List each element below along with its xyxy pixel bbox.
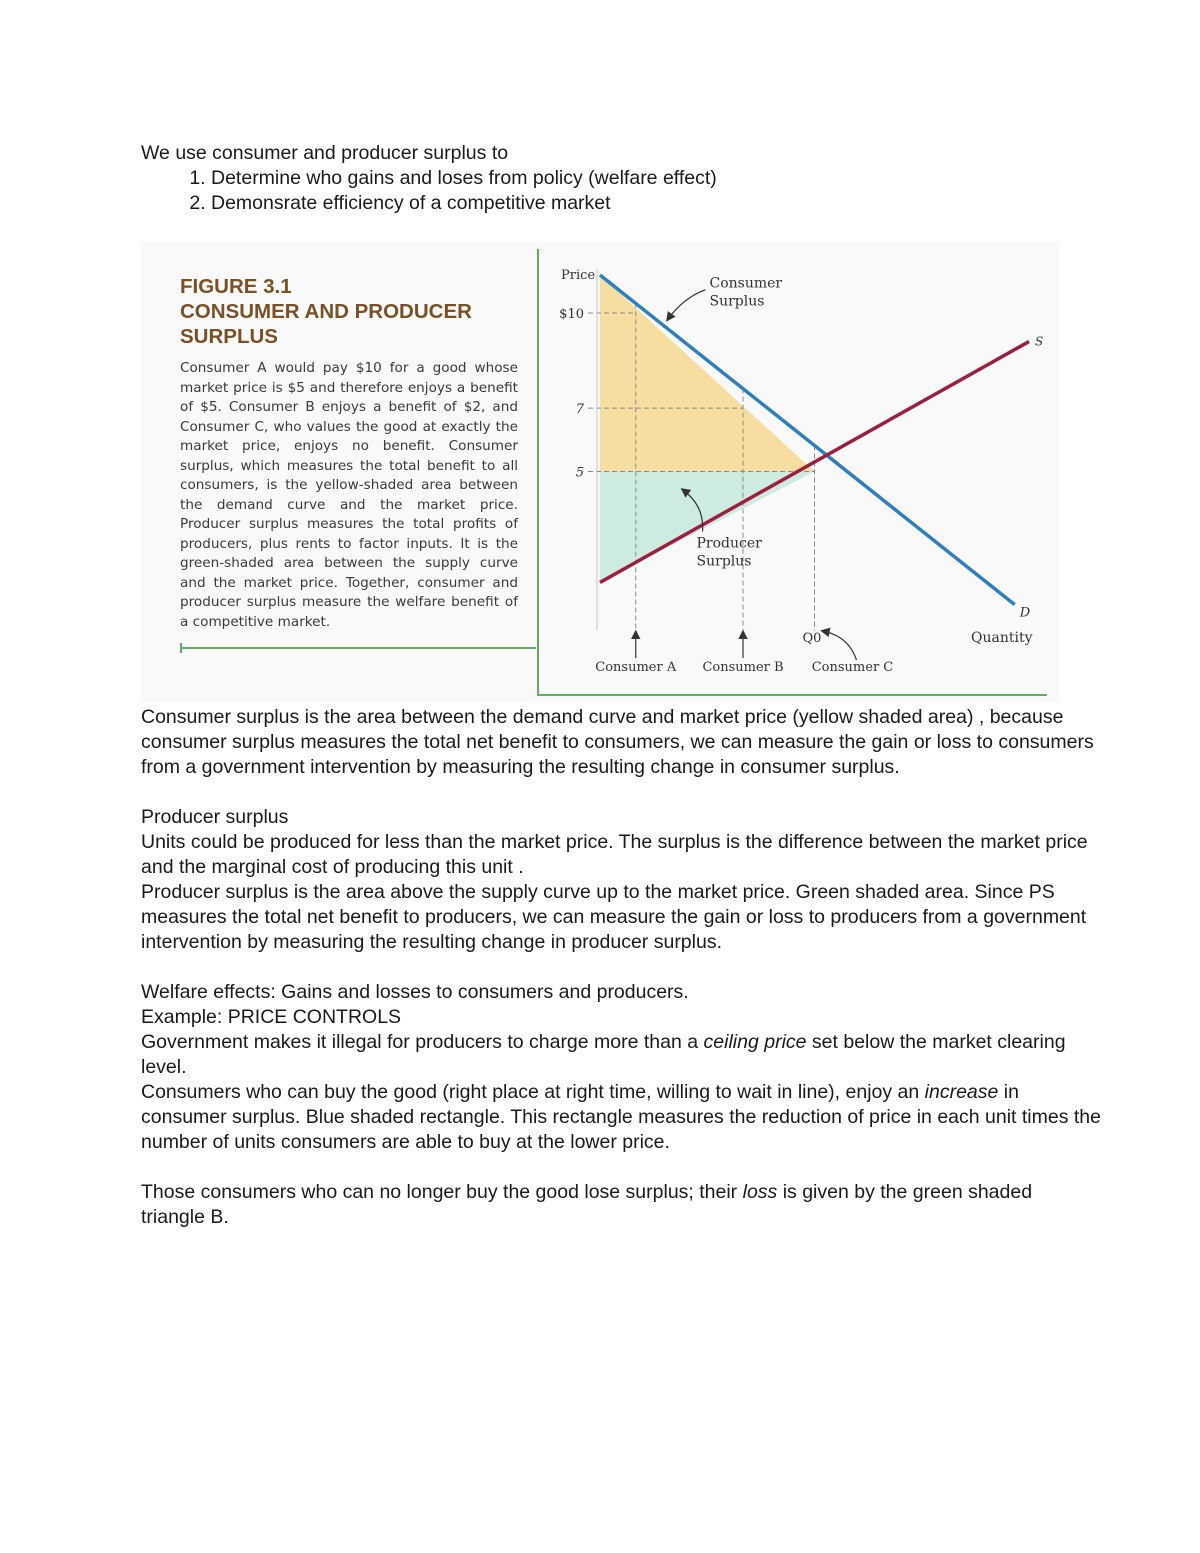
consumer-surplus-paragraph: Consumer surplus is the area between the demand curve and market price (yellow shaded area) , because consumer surplus measures the total net benefit to consumers, we can measure the gain or loss to consumers from a government intervention by measuring the resulting change in consumer surplus. <box>141 706 1094 778</box>
consumer-surplus-arrow <box>668 290 706 320</box>
y-axis-label: Price <box>561 268 596 283</box>
consumer-surplus-label <box>710 276 787 310</box>
surplus-chart <box>539 241 1059 696</box>
x-axis-label: Quantity <box>971 630 1033 646</box>
consumer-surplus-label-line: Surplus <box>709 293 765 310</box>
example-line: Example: PRICE CONTROLS <box>141 1006 402 1028</box>
consumer-label: Consumer A <box>595 660 677 675</box>
consumer-label: Consumer B <box>702 660 784 675</box>
intro-list-item: 2. Demonsrate efficiency of a competitive market <box>211 191 1081 216</box>
government-paragraph: Government makes it illegal for producers to charge more than a ceiling price set below the market clearing level. <box>141 1031 1066 1078</box>
producer-surplus-paragraph: Producer surplus is the area above the supply curve up to the market price. Green shaded area. Since PS measures the total net benefit to producers, we can measure the gain or loss to producers from a government intervention by measuring the resulting change in producer surplus. <box>141 881 1087 953</box>
figure-number: FIGURE 3.1 <box>180 275 292 298</box>
loss-paragraph: Those consumers who can no longer buy the good lose surplus; their loss is given by the green shaded triangle B. <box>141 1181 1033 1228</box>
figure-caption: Consumer A would pay $10 for a good whose market price is $5 and therefore enjoys a benefit of $5. Consumer B enjoys a benefit of $2, and Consumer C, who values the good at exactly the market price, enjoys no benefit. Consumer surplus, which measures the total benefit to all consumers, is the yellow-shaded area between the demand curve and the market price. Producer surplus measures the total profits of producers, plus rents to factor inputs. It is the green-shaded area between the supply curve and the market price. Together, consumer and producer surplus measure the welfare benefit of a competitive market. <box>180 360 518 630</box>
y-tick-label: $10 <box>559 307 584 323</box>
welfare-effects-line: Welfare effects: Gains and losses to consumers and producers. <box>141 981 689 1003</box>
producer-surplus-label <box>697 536 767 570</box>
figure-text-panel <box>141 241 537 703</box>
producer-surplus-heading: Producer surplus <box>141 806 289 828</box>
consumers-paragraph: Consumers who can buy the good (right place at right time, willing to wait in line), enjoy an increase in consumer surplus. Blue shaded rectangle. This rectangle measures the reduction of price in each unit times the number of units consumers are able to buy at the lower price. <box>141 1081 1101 1153</box>
consumer-label: Consumer C <box>811 660 894 675</box>
figure-title: CONSUMER AND PRODUCER SURPLUS <box>180 300 472 348</box>
consumer-markers <box>636 631 857 660</box>
y-tick-label: 7 <box>575 402 584 418</box>
figure-3-1 <box>141 241 1059 703</box>
intro-lead: We use consumer and producer surplus to <box>141 142 509 164</box>
consumer-arrow <box>823 631 857 660</box>
y-tick-label: 5 <box>575 465 584 481</box>
equilibrium-quantity-label: Q0 <box>802 631 822 646</box>
consumer-surplus-area <box>600 275 815 472</box>
consumer-surplus-label-line: Consumer <box>709 275 783 292</box>
intro-list-item: 1. Determine who gains and loses from policy (welfare effect) <box>211 166 1081 191</box>
figure-rule <box>180 647 536 649</box>
producer-surplus-label-line: Surplus <box>696 553 752 570</box>
producer-surplus-paragraph: Units could be produced for less than the market price. The surplus is the difference between the market price and the marginal cost of producing this unit . <box>141 831 1088 878</box>
producer-surplus-label-line: Producer <box>696 535 762 552</box>
demand-label: D <box>1019 605 1031 621</box>
supply-label: S <box>1035 334 1044 349</box>
intro-list <box>141 166 1081 216</box>
body-text <box>141 705 1101 1230</box>
intro-section <box>141 141 1081 216</box>
